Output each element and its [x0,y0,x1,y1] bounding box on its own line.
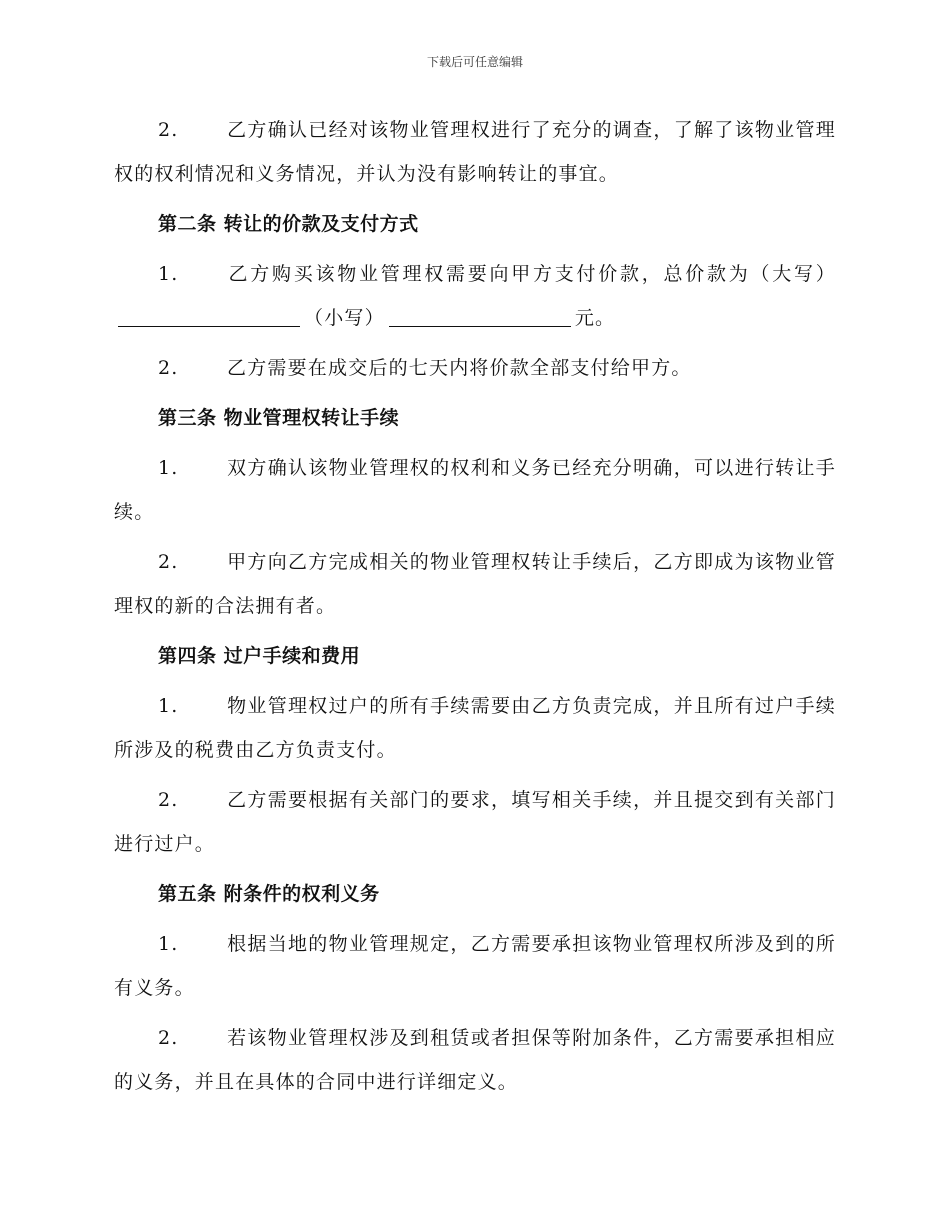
document-body [114,108,836,1110]
clause-item [114,346,836,390]
item-text: 若该物业管理权涉及到租赁或者担保等附加条件，乙方需要承担相应的义务，并且在具体的合同中进行详细定义。 [114,1027,836,1093]
amount-words-blank[interactable] [118,306,300,327]
clause-item-price [114,252,836,340]
item-number: 1. [158,933,179,955]
page-header: 下载后可任意编辑 [426,55,523,69]
amount-figures-blank[interactable] [389,306,571,327]
item-text: 物业管理权过户的所有手续需要由乙方负责完成，并且所有过户手续所涉及的税费由乙方负责支付。 [114,695,836,761]
item-number: 2. [158,551,179,573]
clause-item [114,922,836,1010]
item-number: 2. [158,789,179,811]
item-text: 乙方需要根据有关部门的要求，填写相关手续，并且提交到有关部门进行过户。 [114,789,836,855]
clause-item [114,1016,836,1104]
article-heading: 第三条 物业管理权转让手续 [158,407,400,429]
article-heading: 第四条 过户手续和费用 [158,645,361,667]
clause-item [114,446,836,534]
item-number: 2. [158,1027,179,1049]
item-text: 乙方购买该物业管理权需要向甲方支付价款，总价款为（大写） [227,263,836,285]
item-text: （小写） [304,307,385,329]
item-number: 1. [158,457,179,479]
article-heading: 第二条 转让的价款及支付方式 [158,213,419,235]
item-text: 元。 [574,307,616,329]
item-text: 乙方确认已经对该物业管理权进行了充分的调查，了解了该物业管理权的权利情况和义务情况，并认为没有影响转让的事宜。 [114,119,836,185]
clause-item [114,108,836,196]
clause-item [114,684,836,772]
item-text: 双方确认该物业管理权的权利和义务已经充分明确，可以进行转让手续。 [114,457,836,523]
item-number: 1. [158,695,179,717]
item-text: 根据当地的物业管理规定，乙方需要承担该物业管理权所涉及到的所有义务。 [114,933,836,999]
article-heading: 第五条 附条件的权利义务 [158,883,380,905]
item-number: 2. [158,357,179,379]
item-text: 乙方需要在成交后的七天内将价款全部支付给甲方。 [227,357,692,379]
item-text: 甲方向乙方完成相关的物业管理权转让手续后，乙方即成为该物业管理权的新的合法拥有者。 [114,551,836,617]
item-number: 1. [158,263,179,285]
clause-item [114,778,836,866]
clause-item [114,540,836,628]
item-number: 2. [158,119,179,141]
